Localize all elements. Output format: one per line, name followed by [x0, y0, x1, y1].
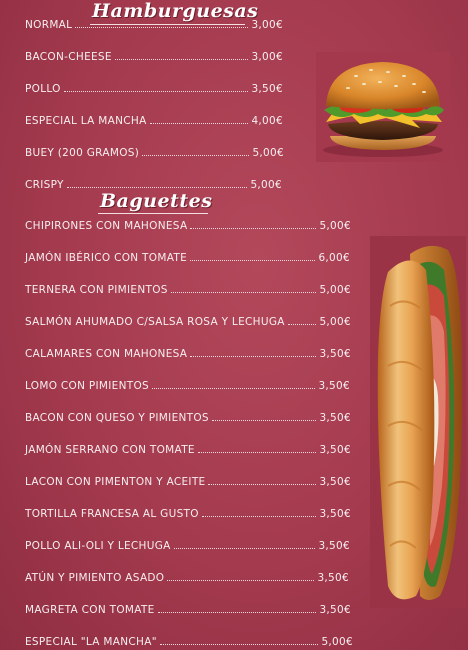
menu-item: [25, 346, 351, 360]
menu-item: [25, 49, 283, 63]
item-name: ESPECIAL "LA MANCHA": [25, 636, 157, 648]
leader-dots: [288, 324, 317, 325]
menu-item: [25, 113, 283, 127]
menu-item: [25, 602, 351, 616]
item-price: 3,00€: [251, 19, 283, 31]
leader-dots: [212, 420, 317, 421]
menu-item: [25, 218, 351, 232]
item-price: 3,50€: [251, 83, 283, 95]
baguette-icon: [370, 236, 466, 608]
item-name: CHIPIRONES CON MAHONESA: [25, 220, 188, 232]
menu-item: [25, 410, 351, 424]
leader-dots: [171, 292, 317, 293]
hamburguesas-title: Hamburguesas: [92, 0, 259, 22]
hamburger-photo: [316, 52, 450, 162]
item-price: 3,50€: [318, 540, 350, 552]
item-price: 5,00€: [250, 179, 282, 191]
menu-item: [25, 282, 351, 296]
menu-item: [25, 250, 350, 264]
leader-dots: [167, 580, 314, 581]
item-name: ATÚN Y PIMIENTO ASADO: [25, 572, 165, 584]
item-price: 3,00€: [251, 51, 283, 63]
leader-dots: [158, 612, 317, 613]
item-name: LACON CON PIMENTON Y ACEITE: [25, 476, 206, 488]
item-name: CRISPY: [25, 179, 64, 191]
menu-item: [25, 145, 284, 159]
leader-dots: [174, 548, 316, 549]
item-price: 5,00€: [252, 147, 284, 159]
item-name: JAMÓN IBÉRICO CON TOMATE: [25, 252, 188, 264]
item-name: TORTILLA FRANCESA AL GUSTO: [25, 508, 199, 520]
menu-item: [25, 17, 283, 31]
leader-dots: [152, 388, 315, 389]
menu-item: [25, 538, 350, 552]
item-price: 3,50€: [319, 508, 351, 520]
baguettes-title: Baguettes: [100, 190, 213, 212]
item-price: 3,50€: [317, 572, 349, 584]
leader-dots: [202, 516, 317, 517]
menu-item: [25, 506, 351, 520]
menu-item: [25, 177, 282, 191]
item-name: ESPECIAL LA MANCHA: [25, 115, 147, 127]
item-name: LOMO CON PIMIENTOS: [25, 380, 150, 392]
item-price: 3,50€: [319, 604, 351, 616]
item-price: 5,00€: [319, 220, 351, 232]
leader-dots: [208, 484, 316, 485]
item-price: 4,00€: [251, 115, 283, 127]
leader-dots: [190, 228, 316, 229]
item-name: NORMAL: [25, 19, 73, 31]
item-name: BACON CON QUESO Y PIMIENTOS: [25, 412, 209, 424]
item-name: BACON-CHEESE: [25, 51, 112, 63]
leader-dots: [190, 260, 315, 261]
leader-dots: [64, 91, 249, 92]
item-name: MAGRETA CON TOMATE: [25, 604, 155, 616]
item-price: 3,50€: [319, 412, 351, 424]
menu-item: [25, 570, 349, 584]
menu-item: [25, 442, 351, 456]
menu-item: [25, 314, 351, 328]
hamburger-icon: [316, 52, 450, 162]
leader-dots: [190, 356, 316, 357]
item-price: 3,50€: [319, 348, 351, 360]
item-price: 3,50€: [318, 380, 350, 392]
menu-item: [25, 634, 353, 648]
menu-item: [25, 378, 350, 392]
leader-dots: [150, 123, 249, 124]
leader-dots: [67, 187, 248, 188]
item-price: 6,00€: [318, 252, 350, 264]
leader-dots: [198, 452, 317, 453]
item-name: CALAMARES CON MAHONESA: [25, 348, 188, 360]
item-name: JAMÓN SERRANO CON TOMATE: [25, 444, 195, 456]
item-name: POLLO ALI-OLI Y LECHUGA: [25, 540, 171, 552]
item-name: BUEY (200 GRAMOS): [25, 147, 140, 159]
item-price: 5,00€: [321, 636, 353, 648]
menu-item: [25, 81, 283, 95]
item-name: POLLO: [25, 83, 61, 95]
item-price: 3,50€: [319, 444, 351, 456]
baguettes-title-underline: [98, 213, 208, 214]
item-name: TERNERA CON PIMIENTOS: [25, 284, 168, 296]
leader-dots: [75, 27, 248, 28]
leader-dots: [115, 59, 249, 60]
leader-dots: [142, 155, 249, 156]
item-price: 3,50€: [319, 476, 351, 488]
menu-item: [25, 474, 351, 488]
item-price: 5,00€: [319, 316, 351, 328]
baguette-sandwich-photo: [370, 236, 466, 608]
item-price: 5,00€: [319, 284, 351, 296]
leader-dots: [160, 644, 319, 645]
item-name: SALMÓN AHUMADO C/SALSA ROSA Y LECHUGA: [25, 316, 285, 328]
